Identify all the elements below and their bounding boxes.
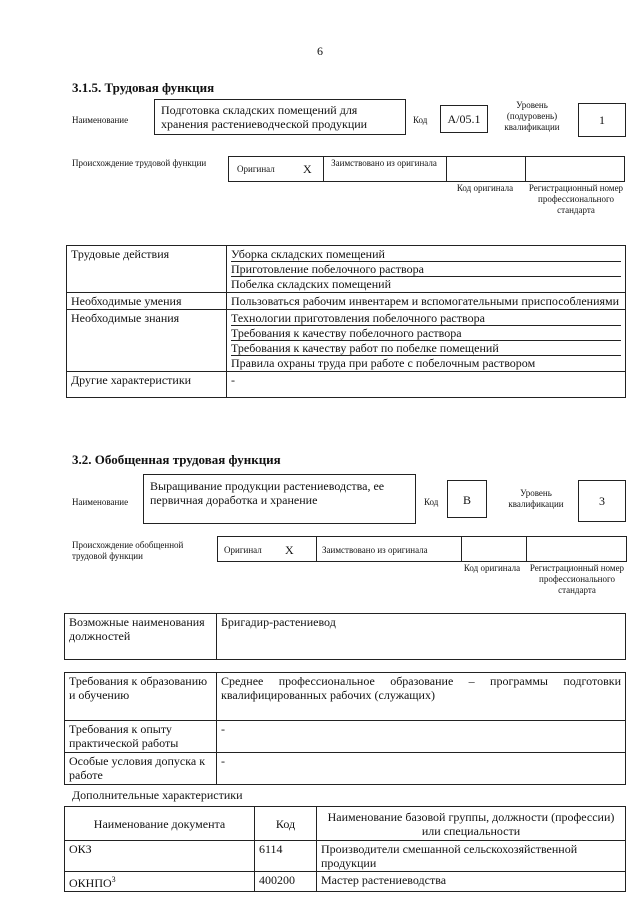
original-mark: X [303,162,312,176]
exp-label: Требования к опыту практической работы [69,722,179,750]
actions-label: Трудовые действия [71,247,170,261]
edu-label-cell [65,673,217,721]
action-item: Уборка складских помещений [231,247,621,262]
page-number: 6 [317,44,323,58]
exp-cell [217,721,626,753]
code-value-box [447,480,487,518]
generalized-name-box [143,474,416,524]
header-document: Наименование документа [65,807,255,841]
positions-label: Возможные наименования должностей [69,615,205,643]
level-value: 1 [599,113,605,127]
special-cell [217,753,626,785]
table-row [65,841,626,872]
knowledge-label-cell [67,310,227,372]
divider [461,537,462,561]
special-value: - [221,754,225,768]
borrowed-label: Заимствовано из оригинала [322,545,428,555]
exp-label-cell [65,721,217,753]
code-original-label: Код оригинала [456,183,514,193]
other-label-cell [67,372,227,398]
section-title-generalized-function: 3.2. Обобщенная трудовая функция [72,452,281,467]
divider [446,157,447,181]
origin-label: Происхождение обобщенной трудовой функции [72,540,184,561]
other-value: - [231,373,235,387]
header-name: Наименование базовой группы, должности (профессии) или специальности [317,807,626,841]
skills-label: Необходимые умения [71,294,182,308]
generalized-name-value: Выращивание продукции растениеводства, ее первичная доработка и хранение [150,479,385,507]
header-code: Код [255,807,317,841]
code-label: Код [413,115,428,125]
action-item: Приготовление побелочного раствора [231,262,621,277]
extra-characteristics-title: Дополнительные характеристики [72,788,243,802]
requirements-table [64,672,626,785]
level-label: Уровень (подуровень) квалификации [504,100,560,132]
positions-cell [217,614,626,660]
code-label: Код [424,497,439,507]
registration-number-label: Регистрационный номер профессионального стандарта [528,183,624,215]
level-value-box [578,480,626,522]
origin-label: Происхождение трудовой функции [72,158,207,168]
code-value: В [462,493,471,507]
name-cell: Производители смешанной сельскохозяйственной продукции [317,841,626,872]
level-label: Уровень квалификации [508,488,564,509]
actions-cell [227,246,626,293]
origin-row [217,536,627,562]
knowledge-label: Необходимые знания [71,311,180,325]
borrowed-label: Заимствовано из оригинала [331,158,437,168]
registration-number-label: Регистрационный номер профессионального стандарта [529,563,625,595]
original-label: Оригинал [237,164,275,174]
section-title-labor-function: 3.1.5. Трудовая функция [72,80,215,95]
code-value: А/05.1 [447,112,481,126]
level-value-box [578,103,626,137]
divider [323,157,324,181]
skills-value: Пользоваться рабочим инвентарем и вспомогательными приспособлениями [231,294,620,308]
labor-function-table [66,245,626,398]
edu-label: Требования к образованию и обучению [69,674,208,702]
skills-label-cell [67,293,227,310]
edu-cell [217,673,626,721]
positions-label-cell [65,614,217,660]
function-name-box [154,99,406,135]
table-row [65,872,626,892]
original-mark: X [285,543,294,557]
positions-value: Бригадир-растениевод [221,615,336,629]
knowledge-item: Правила охраны труда при работе с побелочным раствором [231,356,536,370]
action-item: Побелка складских помещений [231,277,392,291]
code-cell: 400200 [255,872,317,892]
origin-row [228,156,625,182]
function-name-value: Подготовка складских помещений для хранения растениеводческой продукции [161,103,368,131]
other-label: Другие характеристики [71,373,192,387]
divider [526,537,527,561]
name-label: Наименование [72,497,129,507]
positions-table [64,613,626,660]
code-value-box [440,105,488,133]
knowledge-item: Требования к качеству побелочного раствора [231,326,621,341]
doc-cell: ОКЗ [65,841,255,872]
extra-characteristics-table [64,806,626,892]
special-label-cell [65,753,217,785]
knowledge-cell [227,310,626,372]
name-label: Наименование [72,115,129,125]
other-cell [227,372,626,398]
actions-label-cell [67,246,227,293]
footnote-mark: 3 [111,875,116,884]
original-label: Оригинал [224,545,262,555]
doc-cell: ОКНПО$^3$ [65,872,255,892]
divider [525,157,526,181]
divider [316,537,317,561]
special-label: Особые условия допуска к работе [69,754,206,782]
name-cell: Мастер растениеводства [317,872,626,892]
edu-value: Среднее профессиональное образование – программы подготовки квалифицированных рабочих (служащих) [221,674,621,702]
knowledge-item: Технологии приготовления побелочного раствора [231,311,621,326]
exp-value: - [221,722,225,736]
skills-cell [227,293,626,310]
knowledge-item: Требования к качеству работ по побелке помещений [231,341,621,356]
code-cell: 6114 [255,841,317,872]
level-value: 3 [599,494,605,508]
code-original-label: Код оригинала [463,563,521,573]
